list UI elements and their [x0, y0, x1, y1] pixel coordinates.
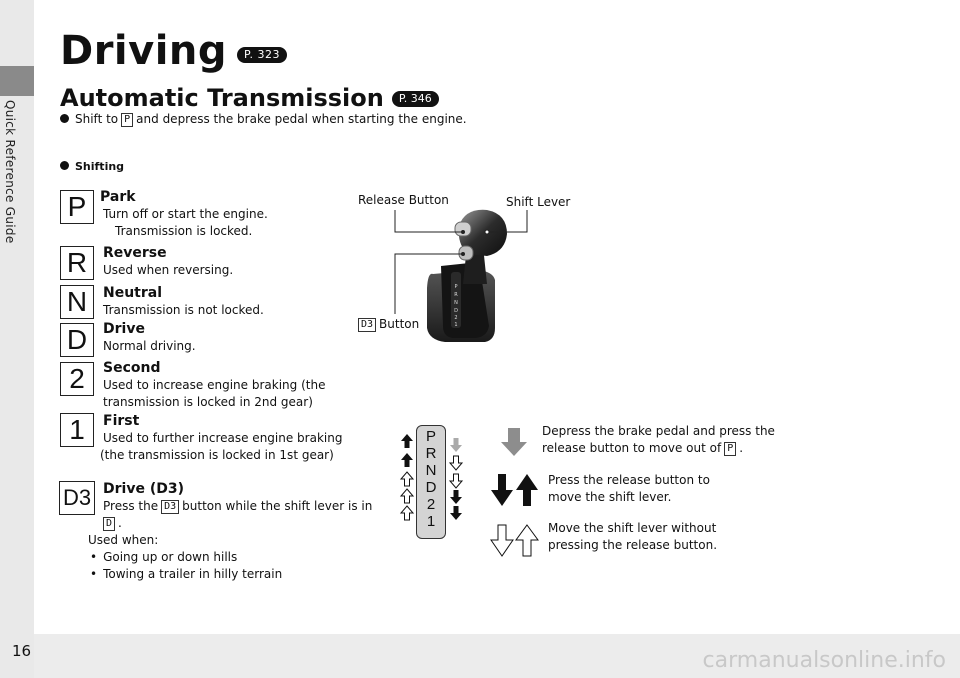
arrow-up-filled-icon — [401, 434, 413, 448]
watermark: carmanualsonline.info — [702, 648, 946, 673]
arrow-up-outline-icon — [401, 489, 413, 503]
release-button-label: Release Button — [358, 193, 449, 207]
gear-desc: transmission is locked in 2nd gear) — [103, 395, 313, 409]
gear-desc: (the transmission is locked in 1st gear) — [100, 448, 334, 462]
arrow-up-filled-icon — [401, 453, 413, 467]
gate-letter: N — [425, 462, 437, 479]
gear-name: Drive (D3) — [103, 481, 184, 497]
gear-desc: Used to increase engine braking (the — [103, 378, 326, 392]
page-title-text: Driving — [60, 28, 228, 74]
key-d3: D3 — [161, 500, 179, 514]
gear-desc: Transmission is locked. — [115, 224, 253, 238]
d3-instruction-cont: D . — [103, 515, 403, 532]
gear-item-first — [100, 413, 393, 464]
gate-letter: R — [425, 445, 437, 462]
section-ref-link[interactable]: P. 346 — [392, 91, 439, 107]
svg-text:2: 2 — [454, 315, 458, 321]
legend-no-release: Move the shift lever without pressing the release button. — [548, 521, 718, 552]
gear-item-d3 — [88, 481, 403, 583]
gate-letter: 2 — [426, 496, 436, 513]
shift-lever-label: Shift Lever — [506, 195, 571, 209]
gate-letter: P — [425, 428, 436, 445]
page-number: 16 — [12, 642, 32, 660]
intro-prefix: Shift to — [75, 112, 119, 126]
gear-item-second — [103, 360, 393, 411]
gear-desc: Turn off or start the engine. — [103, 207, 268, 221]
shifting-heading — [60, 160, 124, 173]
key-d3: D3 — [358, 318, 376, 332]
list-item: • Towing a trailer in hilly terrain — [90, 566, 403, 583]
gate-letter: D — [425, 479, 437, 496]
gate-arrows — [396, 432, 466, 522]
gear-desc: Transmission is not locked. — [103, 303, 264, 317]
key-d: D — [103, 517, 115, 531]
page-title — [60, 28, 287, 74]
gear-name: First — [103, 413, 140, 429]
gear-name: Park — [100, 189, 136, 205]
gear-item-park — [100, 189, 390, 240]
arrow-down-filled-icon — [450, 506, 462, 520]
intro-line — [60, 112, 467, 127]
legend-press-release: Press the release button to move the shift lever. — [548, 473, 710, 504]
svg-text:P: P — [454, 284, 458, 290]
intro-suffix: and depress the brake pedal when starting the engine. — [136, 112, 467, 126]
gear-icon-d3: D3 — [59, 481, 95, 515]
gear-item-neutral — [103, 285, 393, 319]
section-title-text: Automatic Transmission — [60, 84, 384, 112]
svg-text:N: N — [454, 300, 458, 306]
list-item: • Going up or down hills — [90, 549, 403, 566]
gear-icon-park: P — [60, 190, 94, 224]
gear-item-reverse — [103, 245, 393, 279]
arrow-down-gray-icon — [450, 438, 462, 452]
arrow-up-outline-icon — [401, 472, 413, 486]
key-p: P — [724, 442, 736, 456]
shift-lever-illustration — [355, 188, 585, 358]
gear-desc: Used when reversing. — [103, 263, 234, 277]
gear-icon-reverse: R — [60, 246, 94, 280]
gear-icon-drive: D — [60, 323, 94, 357]
d3-button-label: D3 Button — [358, 317, 419, 332]
section-title — [60, 84, 439, 112]
arrow-down-gray-icon — [500, 428, 530, 458]
svg-text:1: 1 — [454, 322, 458, 328]
used-when-label: Used when: — [88, 533, 159, 547]
gear-icon-second: 2 — [60, 362, 94, 396]
sidebar-label: Quick Reference Guide — [3, 100, 17, 244]
bullet-dot — [60, 161, 69, 170]
svg-text:R: R — [454, 292, 458, 298]
arrow-down-outline-icon — [450, 456, 462, 470]
gear-icon-neutral: N — [60, 285, 94, 319]
svg-text:D: D — [454, 308, 458, 314]
sidebar-tab-marker — [0, 66, 34, 96]
arrow-down-outline-icon — [450, 474, 462, 488]
gear-icon-first: 1 — [60, 413, 94, 447]
gear-name: Second — [103, 360, 161, 376]
legend-brake-release: Depress the brake pedal and press the release button to move out of P . — [542, 424, 775, 455]
gear-item-drive — [103, 321, 393, 355]
gate-letter: 1 — [426, 513, 436, 530]
arrow-up-down-filled-icon — [490, 474, 540, 508]
arrow-up-outline-icon — [401, 506, 413, 520]
arrow-down-filled-icon — [450, 490, 462, 504]
gear-name: Reverse — [103, 245, 167, 261]
arrow-up-down-outline-icon — [490, 524, 540, 558]
key-p: P — [121, 113, 133, 127]
d3-instruction: Press the D3 button while the shift lever is in — [103, 499, 373, 513]
bullet-dot — [60, 114, 69, 123]
shifting-label: Shifting — [75, 160, 125, 173]
page-ref-link[interactable]: P. 323 — [237, 47, 287, 63]
gear-desc: Normal driving. — [103, 339, 196, 353]
gear-name: Drive — [103, 321, 145, 337]
gear-name: Neutral — [103, 285, 163, 301]
gear-desc: Used to further increase engine braking — [103, 431, 343, 445]
